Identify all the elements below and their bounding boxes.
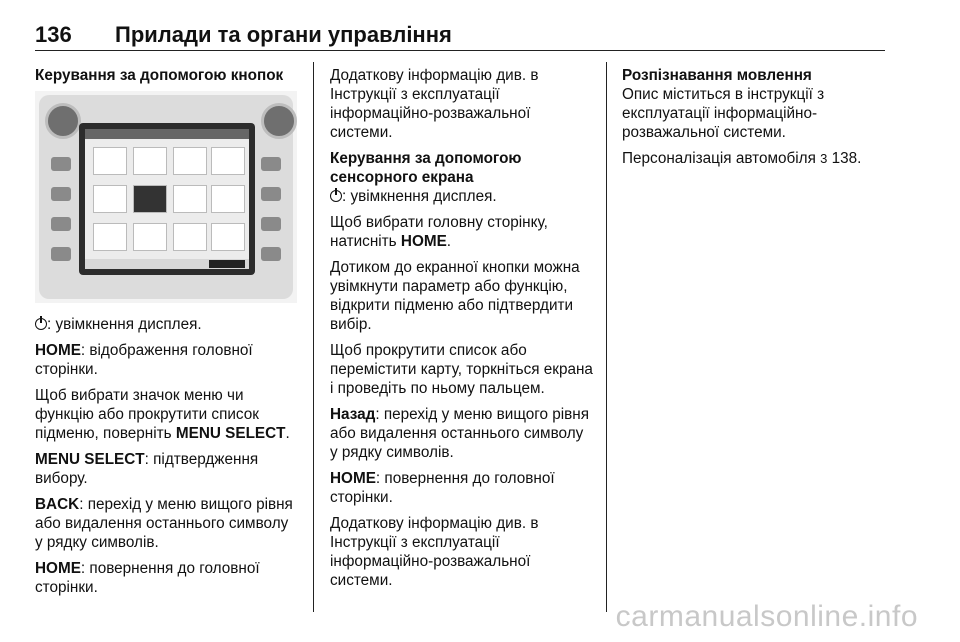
paragraph: HOME: повернення до головної сторінки. bbox=[330, 470, 555, 506]
paragraph: MENU SELECT: підтвердження вибору. bbox=[35, 451, 259, 487]
page-reference-link[interactable]: 138. bbox=[827, 150, 862, 167]
side-button-icon bbox=[51, 247, 71, 261]
section-heading: Розпізнавання мовлення bbox=[622, 67, 812, 84]
side-button-icon bbox=[51, 217, 71, 231]
paragraph: Опис міститься в інструкції з експлуатації інформаційно-розважальної системи. bbox=[622, 86, 825, 141]
side-button-icon bbox=[51, 157, 71, 171]
paragraph: Дотиком до екранної кнопки можна увімкнути параметр або функцію, відкрити підменю або підтвердити вибір. bbox=[330, 259, 580, 333]
page-reference-arrow-icon: 3 bbox=[820, 151, 828, 166]
paragraph: HOME: повернення до головної сторінки. bbox=[35, 560, 260, 596]
section-heading: Керування за допомогою сенсорного екрана bbox=[330, 150, 522, 186]
paragraph: Додаткову інформацію див. в Інструкції з експлуатації інформаційно-розважальної системи. bbox=[330, 515, 539, 589]
paragraph: : увімкнення дисплея. bbox=[35, 315, 300, 334]
watermark: carmanualsonline.info bbox=[615, 600, 918, 633]
paragraph: Щоб вибрати головну сторінку, натисніть HOME. bbox=[330, 214, 548, 250]
power-icon bbox=[330, 190, 342, 202]
menu-select-knob-icon bbox=[261, 103, 297, 139]
column-1 bbox=[35, 66, 300, 604]
power-knob-icon bbox=[45, 103, 81, 139]
section-heading: Керування за допомогою кнопок bbox=[35, 67, 284, 84]
column-3 bbox=[622, 66, 887, 175]
column-divider bbox=[313, 62, 314, 612]
side-button-icon bbox=[261, 247, 281, 261]
column-2 bbox=[330, 66, 595, 597]
paragraph: Щоб вибрати значок меню чи функцію або прокрутити список підменю, поверніть MENU SELECT. bbox=[35, 387, 290, 442]
header-rule bbox=[35, 50, 885, 51]
paragraph: BACK: перехід у меню вищого рівня або видалення останнього символу у рядку символів. bbox=[35, 496, 293, 551]
paragraph: Назад: перехід у меню вищого рівня або видалення останнього символу у рядку символів. bbox=[330, 406, 590, 461]
paragraph: Додаткову інформацію див. в Інструкції з експлуатації інформаційно-розважальної системи. bbox=[330, 67, 539, 141]
side-button-icon bbox=[261, 157, 281, 171]
page-header bbox=[35, 22, 885, 52]
infotainment-panel-image bbox=[35, 91, 297, 303]
page-number: 136 bbox=[35, 22, 72, 47]
page-title: Прилади та органи управління bbox=[115, 22, 452, 47]
column-divider bbox=[606, 62, 607, 612]
paragraph: Персоналізація автомобіля 3 138. bbox=[622, 150, 862, 167]
paragraph: HOME: відображення головної сторінки. bbox=[35, 342, 253, 378]
side-button-icon bbox=[261, 187, 281, 201]
side-button-icon bbox=[261, 217, 281, 231]
touchscreen-icon bbox=[79, 123, 255, 275]
side-button-icon bbox=[51, 187, 71, 201]
paragraph: Щоб прокрутити список або перемістити карту, торкніться екрана і проведіть по ньому пальцем. bbox=[330, 342, 593, 397]
paragraph: : увімкнення дисплея. bbox=[330, 187, 595, 206]
power-icon bbox=[35, 318, 47, 330]
